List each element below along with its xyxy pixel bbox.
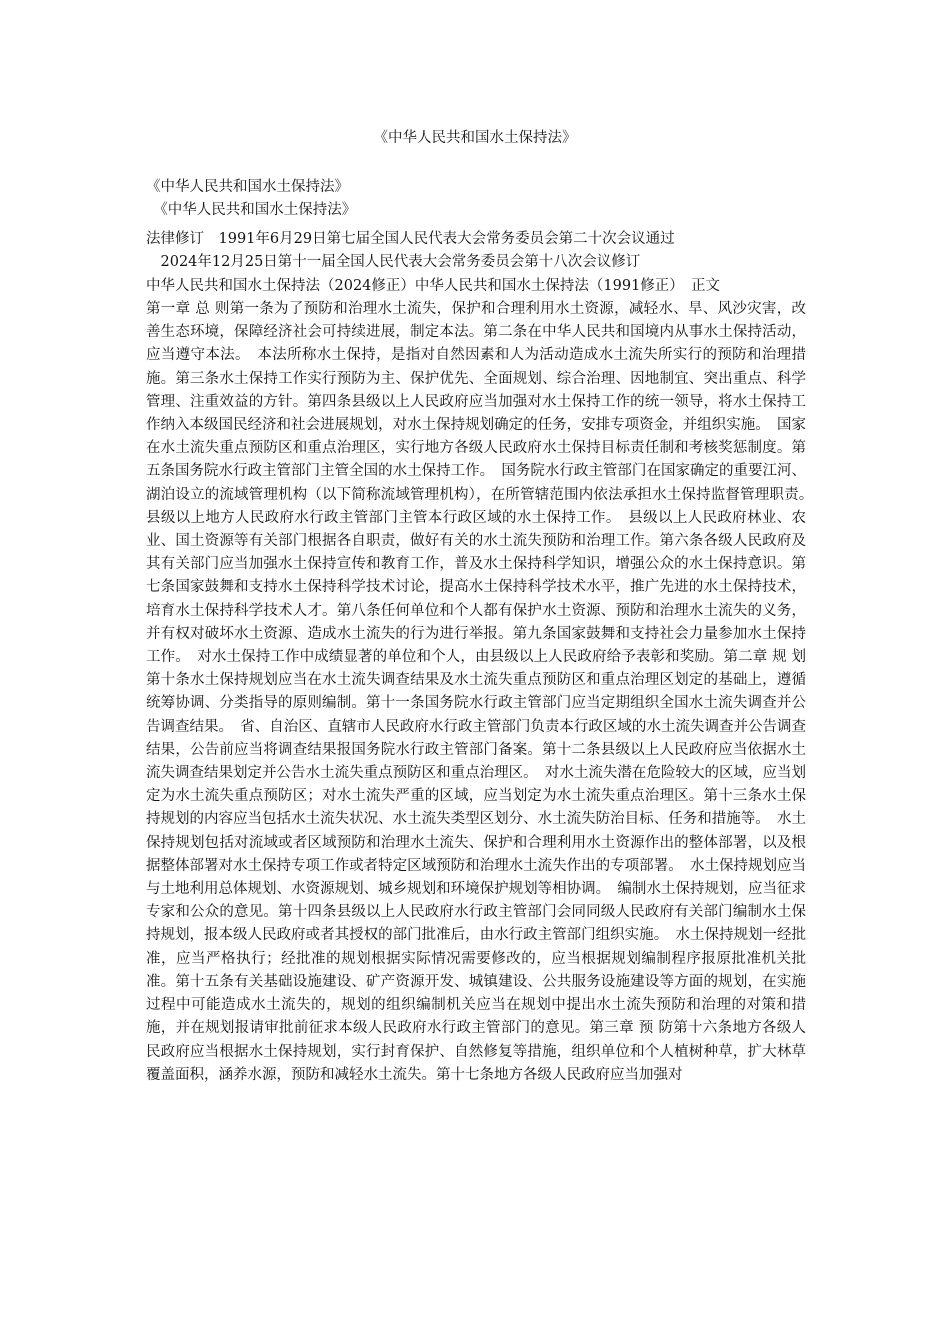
revision-line-1: 法律修订 1991年6月29日第七届全国人民代表大会常务委员会第二十次会议通过	[146, 231, 675, 247]
versions-line: 中华人民共和国水土保持法（2024修正）中华人民共和国水土保持法（1991修正） 正文	[146, 278, 721, 294]
heading-2: 《中华人民共和国水土保持法》	[146, 202, 357, 218]
revision-line-2: 2024年12月25日第十一届全国人民代表大会常务委员会第十八次会议修订	[146, 254, 641, 270]
heading-1: 《中华人民共和国水土保持法》	[146, 179, 349, 195]
body-text: 第一章 总 则第一条为了预防和治理水土流失，保护和合理利用水土资源，减轻水、旱、风沙灾害，改善生态环境，保障经济社会可持续进展，制定本法。第二条在中华人民共和国境内从事水土保持活动，应当遵守本法。 本法所称水土保持，是指对自然因素和人为活动造成水土流失所实行的预防和治理措施。第三条水土保持工作实行预防为主、保护优先、全面规划、综合治理、因地制宜、突出重点、科学管理、注重效益的方针。第四条县级以上人民政府应当加强对水土保持工作的统一领导，将水土保持工作纳入本级国民经济和社会进展规划，对水土保持规划确定的任务，安排专项资金，并组织实施。 国家在水土流失重点预防区和重点治理区，实行地方各级人民政府水土保持目标责任制和考核奖惩制度。第五条国务院水行政主管部门主管全国的水土保持工作。 国务院水行政主管部门在国家确定的重要江河、湖泊设立的流域管理机构（以下简称流域管理机构），在所管辖范围内依法承担水土保持监督管理职责。 县级以上地方人民政府水行政主管部门主管本行政区域的水土保持工作。 县级以上人民政府林业、农业、国土资源等有关部门根据各自职责，做好有关的水土流失预防和治理工作。第六条各级人民政府及其有关部门应当加强水土保持宣传和教育工作，普及水土保持科学知识，增强公众的水土保持意识。第七条国家鼓舞和支持水土保持科学技术讨论，提高水土保持科学技术水平，推广先进的水土保持技术，培育水土保持科学技术人才。第八条任何单位和个人都有保护水土资源、预防和治理水土流失的义务，并有权对破坏水土资源、造成水土流失的行为进行举报。第九条国家鼓舞和支持社会力量参加水土保持工作。 对水土保持工作中成绩显著的单位和个人，由县级以上人民政府给予表彰和奖励。第二章 规 划第十条水土保持规划应当在水土流失调查结果及水土流失重点预防区和重点治理区划定的基础上，遵循统筹协调、分类指导的原则编制。第十一条国务院水行政主管部门应当定期组织全国水土流失调查并公告调查结果。 省、自治区、直辖市人民政府水行政主管部门负责本行政区域的水土流失调查并公告调查结果，公告前应当将调查结果报国务院水行政主管部门备案。第十二条县级以上人民政府应当依据水土流失调查结果划定并公告水土流失重点预防区和重点治理区。 对水土流失潜在危险较大的区域，应当划定为水土流失重点预防区；对水土流失严重的区域，应当划定为水土流失重点治理区。第十三条水土保持规划的内容应当包括水土流失状况、水土流失类型区划分、水土流失防治目标、任务和措施等。 水土保持规划包括对流域或者区域预防和治理水土流失、保护和合理利用水土资源作出的整体部署，以及根据整体部署对水土保持专项工作或者特定区域预防和治理水土流失作出的专项部署。 水土保持规划应当与土地利用总体规划、水资源规划、城乡规划和环境保护规划等相协调。 编制水土保持规划，应当征求专家和公众的意见。第十四条县级以上人民政府水行政主管部门会同同级人民政府有关部门编制水土保持规划，报本级人民政府或者其授权的部门批准后，由水行政主管部门组织实施。 水土保持规划一经批准，应当严格执行；经批准的规划根据实际情况需要修改的，应当根据规划编制程序报原批准机关批准。第十五条有关基础设施建设、矿产资源开发、城镇建设、公共服务设施建设等方面的规划，在实施过程中可能造成水土流失的，规划的组织编制机关应当在规划中提出水土流失预防和治理的对策和措施，并在规划报请审批前征求本级人民政府水行政主管部门的意见。第三章 预 防第十六条地方各级人民政府应当根据水土保持规划，实行封育保护、自然修复等措施，组织单位和个人植树种草，扩大林草覆盖面积，涵养水源，预防和减轻水土流失。第十七条地方各级人民政府应当加强对	[146, 301, 821, 1083]
document-title: 《中华人民共和国水土保持法》	[373, 130, 577, 146]
